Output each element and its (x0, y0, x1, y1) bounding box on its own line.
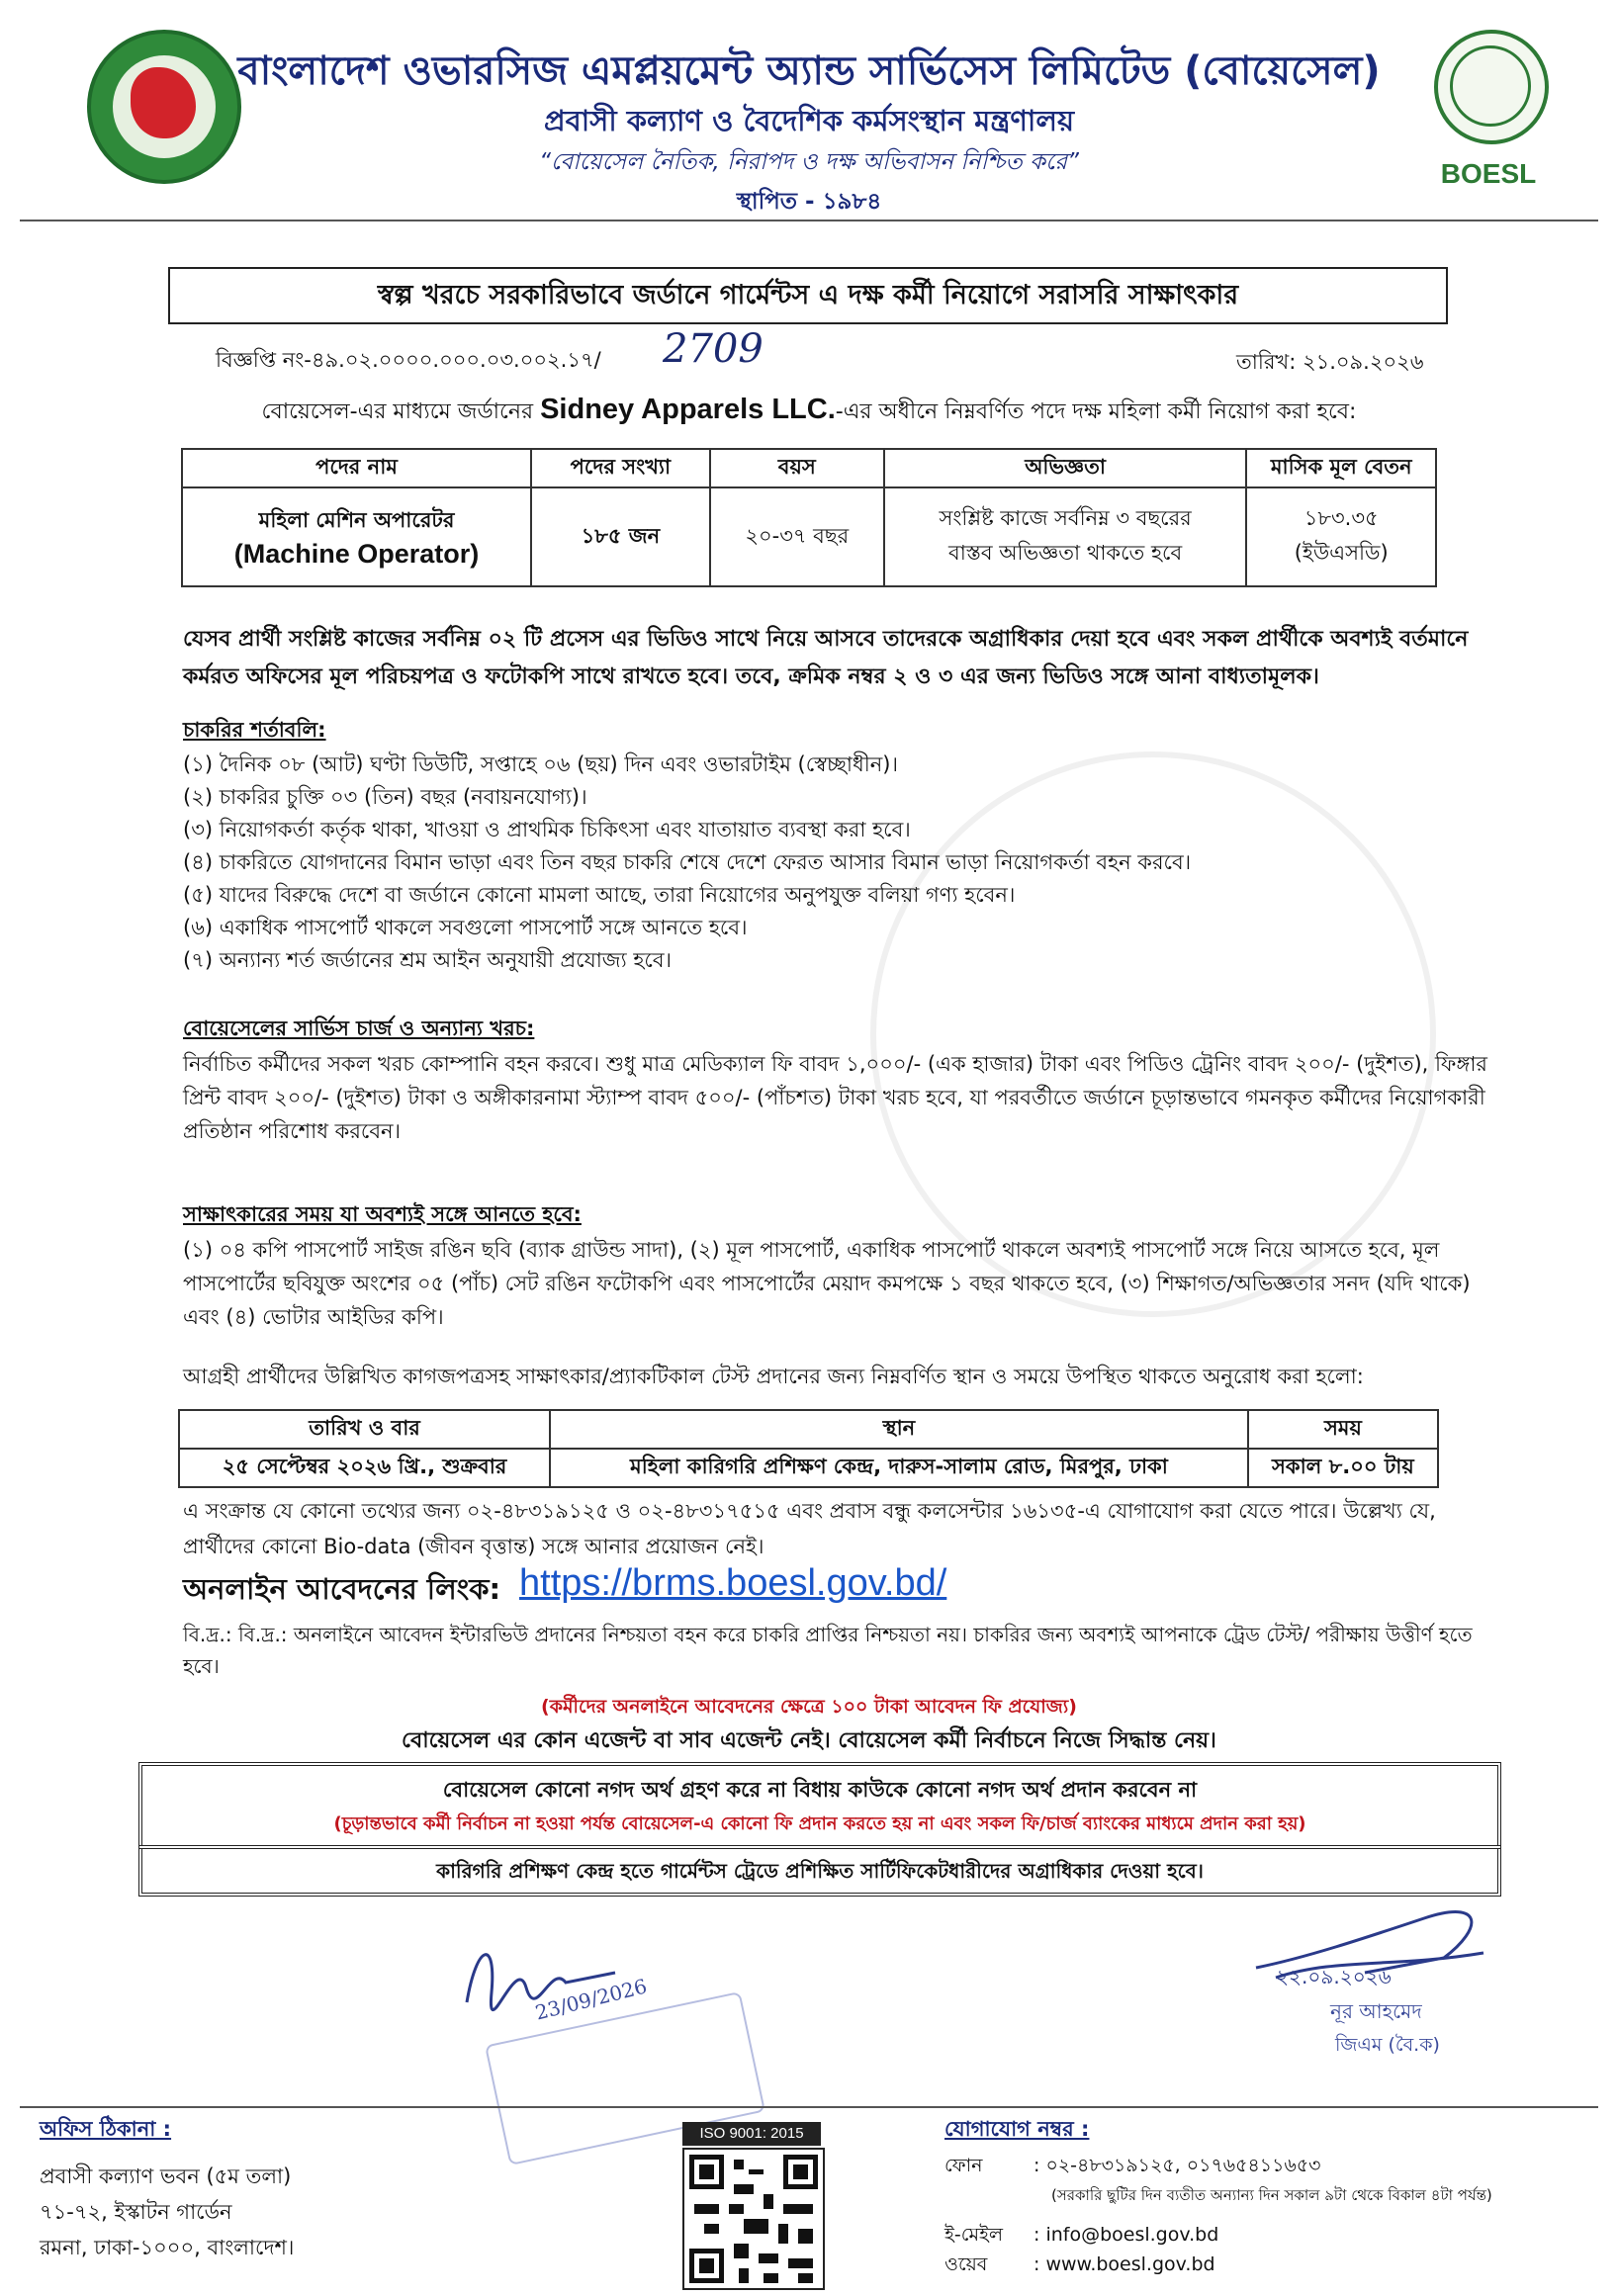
th-count: পদের সংখ্যা (531, 449, 710, 487)
conditions-heading: চাকরির শর্তাবলি: (183, 718, 326, 742)
signatory-designation: জিএম (বৈ.ক) (1335, 2034, 1440, 2056)
job-age: ২০-৩৭ বছর (710, 487, 884, 586)
job-experience-cell (884, 487, 1247, 586)
signatory-name: নূর আহমেদ (1330, 1999, 1422, 2023)
slogan: “বোয়েসেল নৈতিক, নিরাপদ ও দক্ষ অভিবাসন নিশ্চিত করে” (539, 149, 1079, 175)
schedule-venue: মহিলা কারিগরি প্রশিক্ষণ কেন্দ্র, দারুস-সালাম রোড, মিরপুর, ঢাকা (550, 1449, 1248, 1487)
office-address-line: ৭১-৭২, ইস্কাটন গার্ডেন (40, 2200, 232, 2224)
schedule-time: সকাল ৮.০০ টায় (1248, 1449, 1438, 1487)
conditions-section (183, 714, 1488, 977)
condition-item: (৩) নিয়োগকর্তা কর্তৃক থাকা, খাওয়া ও প্রাথমিক চিকিৎসা এবং যাতায়াত ব্যবস্থা করা হবে। (183, 818, 911, 841)
website-link[interactable]: : www.boesl.gov.bd (1034, 2253, 1215, 2275)
th-age: বয়স (710, 449, 884, 487)
org-title: বাংলাদেশ ওভারসিজ এমপ্লয়মেন্ট অ্যান্ড সার্ভিসেস লিমিটেড (বোয়েসেল) (237, 48, 1381, 94)
job-title-bn: মহিলা মেশিন অপারেটর (258, 508, 455, 532)
established-year: স্থাপিত - ১৯৮৪ (736, 189, 882, 215)
phone-label: ফোন (944, 2155, 983, 2176)
job-experience-2: বাস্তব অভিজ্ঞতা থাকতে হবে (948, 541, 1183, 565)
job-table-header (182, 449, 1436, 487)
th-date: তারিখ ও বার (179, 1410, 550, 1449)
cash-warning-line: বোয়েসেল কোনো নগদ অর্থ গ্রহণ করে না বিধায় কাউকে কোনো নগদ অর্থ প্রদান করবেন না (442, 1778, 1198, 1802)
header-divider (20, 220, 1598, 221)
ministry-name: প্রবাসী কল্যাণ ও বৈদেশিক কর্মসংস্থান মন্ত্রণালয় (543, 104, 1075, 137)
notice-date: তারিখ: ২১.০৯.২০২৬ (1236, 350, 1424, 374)
qr-code-icon (682, 2148, 825, 2290)
notice-headline: স্বল্প খরচে সরকারিভাবে জর্ডানে গার্মেন্টস এ দক্ষ কর্মী নিয়োগে সরাসরি সাক্ষাৎকার (168, 267, 1448, 324)
email-label: ই-মেইল (944, 2224, 1004, 2246)
schedule-date: ২৫ সেপ্টেম্বর ২০২৬ খ্রি., শুক্রবার (179, 1449, 550, 1487)
th-experience: অভিজ্ঞতা (884, 449, 1247, 487)
training-priority-box: কারিগরি প্রশিক্ষণ কেন্দ্র হতে গার্মেন্টস ট্রেডে প্রশিক্ষিত সার্টিফিকেটধারীদের অগ্রাধিকার দেওয়া হবে। (138, 1845, 1501, 1897)
th-post: পদের নাম (182, 449, 531, 487)
phone-number: : ০২-৪৮৩১৯১২৫, ০১৭৬৫৪১১৬৫৩ (1034, 2155, 1321, 2176)
job-salary-amount: ১৮৩.৩৫ (1303, 506, 1379, 530)
charges-heading: বোয়েসেলের সার্ভিস চার্জ ও অন্যান্য খরচ: (183, 1016, 535, 1040)
cash-warning-subline: (চূড়ান্তভাবে কর্মী নির্বাচন না হওয়া পর্যন্ত বোয়েসেল-এ কোনো ফি প্রদান করতে হয় না এবং সকল ফি/চার্জ ব্যাংকের মাধ্যমে প্রদান করা হয়) (333, 1813, 1306, 1834)
intro-before: বোয়েসেল-এর মাধ্যমে জর্ডানের (261, 399, 541, 424)
job-table (181, 448, 1437, 587)
documents-text: (১) ০৪ কপি পাসপোর্ট সাইজ রঙিন ছবি (ব্যাক গ্রাউন্ড সাদা), (২) মূল পাসপোর্ট, একাধিক পাসপোর্ট থাকলে অবশ্যই পাসপোর্ট সঙ্গে নিয়ে আসতে হবে, মূল পাসপোর্টের ছবিযুক্ত অংশের ০৫ (পাঁচ) সেট রঙিন ফটোকপি এবং পাসপোর্টের মেয়াদ কমপক্ষে ১ বছর থাকতে হবে, (৩) শিক্ষাগত/অভিজ্ঞতার সনদ (যদি থাকে) এবং (৪) ভোটার আইডির কপি। (183, 1238, 1471, 1329)
boesl-logo-text: BOESL (1440, 158, 1537, 189)
email-address[interactable]: : info@boesl.gov.bd (1034, 2224, 1219, 2246)
contact-paragraph: এ সংক্রান্ত যে কোনো তথ্যের জন্য ০২-৪৮৩১৯১২৫ ও ০২-৪৮৩১৭৫১৫ এবং প্রবাস বন্ধু কলসেন্টার ১৬১৩৫-এ যোগাযোগ করা যেতে পারে। উল্লেখ্য যে, প্রার্থীদের কোনো Bio-data (জীবন বৃত্তান্ত) সঙ্গে আনার প্রয়োজন নেই। (183, 1499, 1436, 1558)
condition-item: (৭) অন্যান্য শর্ত জর্ডানের শ্রম আইন অনুযায়ী প্রযোজ্য হবে। (183, 948, 673, 972)
agent-notice: বোয়েসেল এর কোন এজেন্ট বা সাব এজেন্ট নেই। বোয়েসেল কর্মী নির্বাচনে নিজে সিদ্ধান্ত নেয়। (402, 1728, 1216, 1753)
charges-section (183, 1013, 1488, 1148)
contact-heading: যোগাযোগ নম্বর : (944, 2117, 1090, 2141)
table-row (182, 487, 1436, 586)
th-venue: স্থান (550, 1410, 1248, 1449)
charges-text: নির্বাচিত কর্মীদের সকল খরচ কোম্পানি বহন করবে। শুধু মাত্র মেডিক্যাল ফি বাবদ ১,০০০/- (এক হাজার) টাকা এবং পিডিও ট্রেনিং বাবদ ২০০/- (দুইশত), ফিঙ্গার প্রিন্ট বাবদ ২০০/- (দুইশত) টাকা ও অঙ্গীকারনামা স্ট্যাম্প বাবদ ৫০০/- (পাঁচশত) টাকা খরচ হবে, যা পরবর্তীতে জর্ডানে চূড়ান্তভাবে গমনকৃত কর্মীদের নিয়োগকারী প্রতিষ্ঠান পরিশোধ করবেন। (183, 1052, 1487, 1143)
intro-after: -এর অধীনে নিম্নবর্ণিত পদে দক্ষ মহিলা কর্মী নিয়োগ করা হবে: (835, 399, 1357, 424)
footer-divider (20, 2106, 1598, 2108)
intro-line (0, 394, 1618, 431)
job-count: ১৮৫ জন (531, 487, 710, 586)
condition-item: (৬) একাধিক পাসপোর্ট থাকলে সবগুলো পাসপোর্ট সঙ্গে আনতে হবে। (183, 916, 748, 939)
online-application-link[interactable]: https://brms.boesl.gov.bd/ (519, 1562, 947, 1604)
condition-item: (১) দৈনিক ০৮ (আট) ঘণ্টা ডিউটি, সপ্তাহে ০৬ (ছয়) দিন এবং ওভারটাইম (স্বেচ্ছাধীন)। (183, 752, 899, 776)
office-address-heading: অফিস ঠিকানা : (40, 2117, 172, 2141)
boesl-logo-icon (1434, 30, 1549, 144)
signature-left-date: 23/09/2026 (532, 1974, 650, 2025)
web-label: ওয়েব (944, 2253, 988, 2275)
phone-hours-note: (সরকারি ছুটির দিন ব্যতীত অন্যান্য দিন সকাল ৯টা থেকে বিকাল ৪টা পর্যন্ত) (1051, 2186, 1492, 2204)
invite-text: আগ্রহী প্রার্থীদের উল্লিখিত কাগজপত্রসহ সাক্ষাৎকার/প্র্যাকটিকাল টেস্ট প্রদানের জন্য নিম্নবর্ণিত স্থান ও সময়ে উপস্থিত থাকতে অনুরোধ করা হলো: (183, 1365, 1364, 1388)
condition-item: (৫) যাদের বিরুদ্ধে দেশে বা জর্ডানে কোনো মামলা আছে, তারা নিয়োগের অনুপযুক্ত বলিয়া গণ্য হবেন। (183, 883, 1016, 907)
office-address (40, 2159, 294, 2265)
job-title-en: (Machine Operator) (233, 539, 480, 569)
job-experience-1: সংশ্লিষ্ট কাজে সর্বনিম্ন ৩ বছরের (939, 506, 1192, 530)
priority-paragraph: যেসব প্রার্থী সংশ্লিষ্ট কাজের সর্বনিম্ন ০২ টি প্রসেস এর ভিডিও সাথে নিয়ে আসবে তাদেরকে অগ্রাধিকার দেয়া হবে এবং সকল প্রার্থীকে অবশ্যই বর্তমানে কর্মরত অফিসের মূল পরিচয়পত্র ও ফটোকপি সাথে রাখতে হবে। তবে, ক্রমিক নম্বর ২ ও ৩ এর জন্য ভিডিও সঙ্গে আনা বাধ্যতামূলক। (183, 627, 1469, 689)
schedule-table (178, 1409, 1439, 1488)
online-link-label: অনলাইন আবেদনের লিংক: (183, 1572, 501, 1606)
condition-item: (২) চাকরির চুক্তি ০৩ (তিন) বছর (নবায়নযোগ্য)। (183, 785, 587, 809)
job-salary-cell (1246, 487, 1436, 586)
office-address-line: রমনা, ঢাকা-১০০০, বাংলাদেশ। (40, 2236, 295, 2259)
documents-heading: সাক্ষাৎকারের সময় যা অবশ্যই সঙ্গে আনতে হবে: (183, 1202, 582, 1226)
th-salary: মাসিক মূল বেতন (1246, 449, 1436, 487)
memo-handwritten-number: 2709 (663, 326, 764, 372)
note-text: বি.দ্র.: বি.দ্র.: অনলাইনে আবেদন ইন্টারভিউ প্রদানের নিশ্চয়তা বহন করে চাকরি প্রাপ্তির নিশ্চয়তা নয়। চাকরির জন্য অবশ্যই আপনাকে ট্রেড টেস্ট/ পরীক্ষায় উত্তীর্ণ হতে হবে। (183, 1623, 1473, 1678)
fee-notice: (কর্মীদের অনলাইনে আবেদনের ক্ষেত্রে ১০০ টাকা আবেদন ফি প্রযোজ্য) (541, 1696, 1077, 1718)
memo-number: বিজ্ঞপ্তি নং-৪৯.০২.০০০০.০০০.০৩.০০২.১৭/ (216, 348, 601, 372)
table-row (179, 1449, 1438, 1487)
company-name: Sidney Apparels LLC. (540, 394, 836, 425)
th-time: সময় (1248, 1410, 1438, 1449)
signature-right-date: ২২.০৯.২০২৬ (1276, 1965, 1392, 1988)
office-address-line: প্রবাসী কল্যাণ ভবন (৫ম তলা) (40, 2164, 292, 2188)
cash-warning-box (138, 1762, 1501, 1849)
documents-section (183, 1198, 1488, 1334)
schedule-table-header (179, 1410, 1438, 1449)
iso-badge: ISO 9001: 2015 (682, 2122, 821, 2146)
job-salary-currency: (ইউএসডি) (1294, 541, 1389, 565)
job-title-cell (182, 487, 531, 586)
contact-details (944, 2151, 1492, 2279)
condition-item: (৪) চাকরিতে যোগদানের বিমান ভাড়া এবং তিন বছর চাকরি শেষে দেশে ফেরত আসার বিমান ভাড়া নিয়োগকর্তা বহন করবে। (183, 850, 1192, 874)
